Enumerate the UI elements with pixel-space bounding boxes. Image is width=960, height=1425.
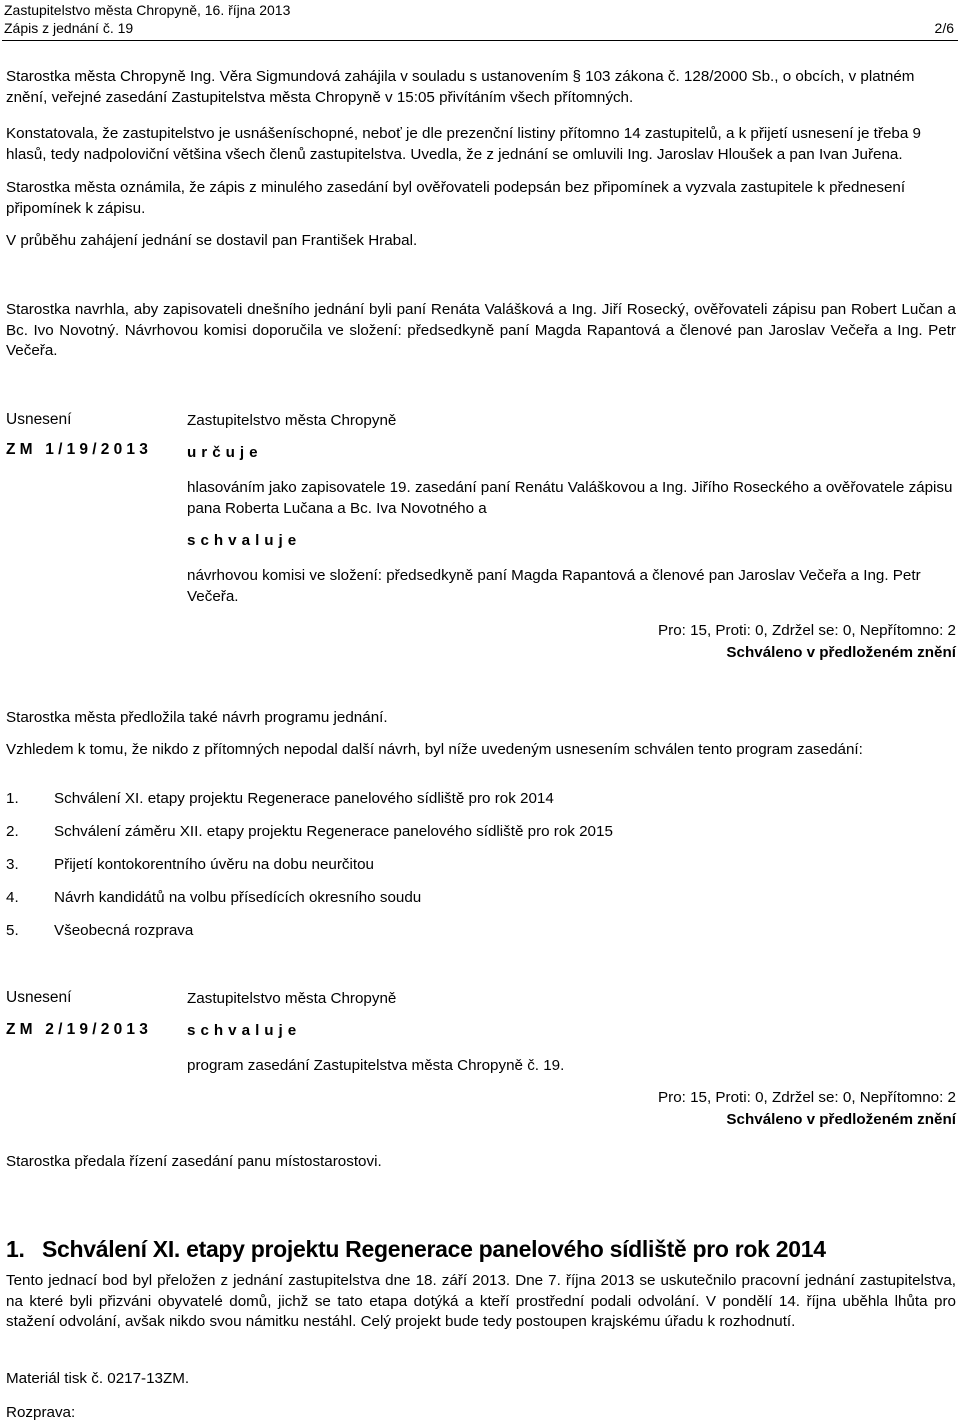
- handover-text: Starostka předala řízení zasedání panu místostarostovi.: [6, 1153, 382, 1170]
- section-1-material: Materiál tisk č. 0217-13ZM.: [6, 1370, 190, 1387]
- intro-paragraph-3: Starostka města oznámila, že zápis z minulého zasedání byl ověřovateli podepsán bez připomínek a vyzvala zastupitele k přednesení připomínek k zápisu.: [6, 179, 906, 217]
- section-1-paragraph: Tento jednací bod byl přeložen z jednání zastupitelstva dne 18. září 2013. Dne 7. října 2013 se uskutečnilo pracovní jednání zastupitelstva, na které byli přizváni obyvatelé domů, jichž se tato etapa dotýká a kteří prostřední podali odvolání. V pondělí 14. října uběhla lhůta pro stažení odvolání, avšak nikdo svou námitku nestáhl. Celý projekt bude tedy postoupen krajskému úřadu k rozhodnutí.: [6, 1272, 956, 1330]
- resolution-2-label: Usnesení: [6, 989, 72, 1006]
- program-intro: Starostka města předložila také návrh programu jednání.: [6, 709, 388, 726]
- resolution-1-body: Zastupitelstvo města Chropyně: [187, 412, 397, 429]
- program-item: 4. Návrh kandidátů na volbu přísedících okresního soudu: [6, 889, 422, 906]
- program-item: 1. Schválení XI. etapy projektu Regenerace panelového sídliště pro rok 2014: [6, 790, 554, 807]
- section-1-heading: 1. Schválení XI. etapy projektu Regenerace panelového sídliště pro rok 2014: [6, 1236, 826, 1262]
- program-item: 5. Všeobecná rozprava: [6, 922, 194, 939]
- resolution-2-vote: Pro: 15, Proti: 0, Zdržel se: 0, Nepřítomno: 2: [658, 1089, 956, 1106]
- resolution-1-text-2: návrhovou komisi ve složení: předsedkyně paní Magda Rapantová a členové pan Jaroslav Večeřa a Ing. Petr Večeřa.: [187, 567, 921, 605]
- resolution-1-label: Usnesení: [6, 411, 72, 428]
- header-divider: [2, 40, 958, 41]
- resolution-1-vote: Pro: 15, Proti: 0, Zdržel se: 0, Nepřítomno: 2: [658, 622, 956, 639]
- resolution-2-verb-schvaluje: schvaluje: [187, 1022, 302, 1039]
- program-item: 2. Schválení záměru XII. etapy projektu Regenerace panelového sídliště pro rok 2015: [6, 823, 613, 840]
- intro-paragraph-1: Starostka města Chropyně Ing. Věra Sigmundová zahájila v souladu s ustanovením § 103 zákona č. 128/2000 Sb., o obcích, v platném znění, veřejné zasedání Zastupitelstva města Chropyně v 15:05 přivítáním všech přítomných.: [6, 68, 915, 106]
- resolution-1-code: ZM 1/19/2013: [6, 441, 153, 458]
- header-line-2: Zápis z jednání č. 19: [4, 20, 134, 36]
- resolution-1-verb-urcuje: určuje: [187, 444, 263, 461]
- resolution-1-verb-schvaluje: schvaluje: [187, 532, 302, 549]
- page-number: 2/6: [934, 20, 954, 36]
- resolution-1-result: Schváleno v předloženém znění: [726, 644, 956, 661]
- header-line-1: Zastupitelstvo města Chropyně, 16. října 2013: [4, 2, 291, 18]
- intro-paragraph-4: V průběhu zahájení jednání se dostavil pan František Hrabal.: [6, 232, 418, 249]
- intro-paragraph-5: Starostka navrhla, aby zapisovateli dnešního jednání byli paní Renáta Valášková a Ing. Jiří Rosecký, ověřovateli zápisu pan Robert Lučan a Bc. Ivo Novotný. Návrhovou komisi doporučila ve složení: předsedkyně paní Magda Rapantová a členové pan Jaroslav Večeřa a Ing. Petr Večeřa.: [6, 301, 956, 359]
- intro-paragraph-2: Konstatovala, že zastupitelstvo je usnášeníschopné, neboť je dle prezenční listiny přítomno 14 zastupitelů, a k přijetí usnesení je třeba 9 hlasů, tedy nadpoloviční většina všech členů zastupitelstva. Uvedla, že z jednání se omluvili Ing. Jaroslav Hloušek a pan Ivan Juřena.: [6, 125, 921, 163]
- program-statement: Vzhledem k tomu, že nikdo z přítomných nepodal další návrh, byl níže uvedeným usnesením schválen tento program zasedání:: [6, 741, 863, 758]
- resolution-1-text-1: hlasováním jako zapisovatele 19. zasedání paní Renátu Valáškovou a Ing. Jiřího Roseckého a ověřovatele zápisu pana Roberta Lučana a Bc. Iva Novotného a: [187, 479, 953, 517]
- section-1-rozprava: Rozprava:: [6, 1404, 76, 1421]
- resolution-2-code: ZM 2/19/2013: [6, 1021, 153, 1038]
- resolution-2-result: Schváleno v předloženém znění: [726, 1111, 956, 1128]
- program-item: 3. Přijetí kontokorentního úvěru na dobu neurčitou: [6, 856, 374, 873]
- resolution-2-text: program zasedání Zastupitelstva města Chropyně č. 19.: [187, 1057, 565, 1074]
- resolution-2-body: Zastupitelstvo města Chropyně: [187, 990, 397, 1007]
